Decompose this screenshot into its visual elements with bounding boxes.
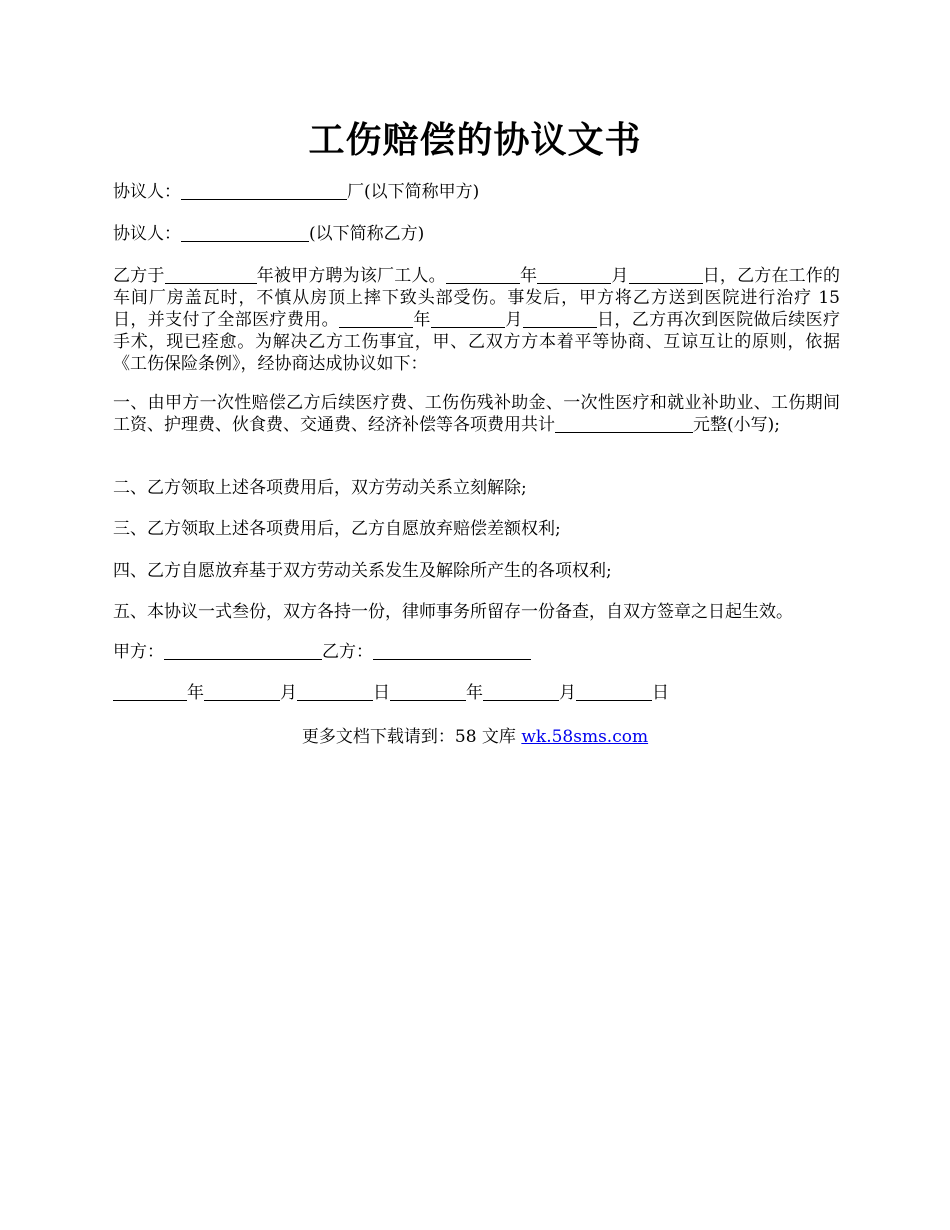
party-b-line xyxy=(113,223,840,245)
clause-1-suffix: 元整(小写); xyxy=(693,415,780,435)
party-a-signature-label: 甲方： xyxy=(113,642,164,662)
intro-text-3: 年 xyxy=(519,266,538,286)
footer-text: 更多文档下载请到：58 文库 xyxy=(301,727,522,747)
party-a-month-blank[interactable] xyxy=(204,683,280,701)
document-title: 工伤赔偿的协议文书 xyxy=(308,119,642,161)
intro-text-5: 日，乙方在工作的车间厂房盖瓦时，不慎从房顶上摔下致头部受伤。事发后，甲方将乙方送到医院进行治疗 15 日，并支付了全部医疗费用。 xyxy=(113,266,841,330)
intro-text-8: 日，乙方再次到医院做后续医疗手术，现已痊愈。为解决乙方工伤事宜，甲、乙双方方本着平等协商、互谅互让的原则，依据《工伤保险条例》，经协商达成协议如下： xyxy=(113,310,841,374)
intro-text-1: 乙方于 xyxy=(113,266,165,286)
clause-4: 四、乙方自愿放弃基于双方劳动关系发生及解除所产生的各项权利; xyxy=(113,561,612,581)
injury-year-blank[interactable] xyxy=(446,266,520,284)
clause-1-text: 一、由甲方一次性赔偿乙方后续医疗费、工伤伤残补助金、一次性医疗和就业补助业、工伤期间工资、护理费、伙食费、交通费、经济补偿等各项费用共计 xyxy=(113,393,840,435)
clause-2: 二、乙方领取上述各项费用后，双方劳动关系立刻解除; xyxy=(113,478,527,498)
clause-5: 五、本协议一式叁份，双方各持一份，律师事务所留存一份备查，自双方签章之日起生效。 xyxy=(113,602,793,622)
party-a-line xyxy=(113,181,840,203)
party-b-blank[interactable] xyxy=(181,224,309,242)
date-line xyxy=(113,682,840,704)
surgery-month-blank[interactable] xyxy=(431,310,505,328)
intro-text-6: 年 xyxy=(413,310,431,330)
party-a-month-label: 月 xyxy=(280,683,297,703)
party-a-blank[interactable] xyxy=(181,182,347,200)
party-b-signature-blank[interactable] xyxy=(373,642,531,660)
party-b-label: 协议人： xyxy=(113,224,181,244)
hire-year-blank[interactable] xyxy=(165,266,257,284)
party-a-signature-blank[interactable] xyxy=(164,642,322,660)
party-a-suffix: 厂(以下简称甲方) xyxy=(347,182,480,202)
surgery-year-blank[interactable] xyxy=(339,310,413,328)
amount-blank[interactable] xyxy=(555,415,693,433)
party-a-day-label: 日 xyxy=(373,683,390,703)
party-b-month-label: 月 xyxy=(559,683,576,703)
intro-text-4: 月 xyxy=(611,266,629,286)
party-a-day-blank[interactable] xyxy=(297,683,373,701)
party-a-label: 协议人： xyxy=(113,182,181,202)
intro-text-7: 月 xyxy=(504,310,523,330)
footer-link[interactable]: wk.58sms.com xyxy=(521,727,649,747)
party-b-year-label: 年 xyxy=(466,683,483,703)
footer xyxy=(0,722,950,747)
party-b-day-label: 日 xyxy=(652,683,669,703)
intro-text-2: 年被甲方聘为该厂工人。 xyxy=(256,266,446,286)
injury-month-blank[interactable] xyxy=(537,266,611,284)
party-b-year-blank[interactable] xyxy=(390,683,466,701)
clause-3: 三、乙方领取上述各项费用后，乙方自愿放弃赔偿差额权利; xyxy=(113,519,561,539)
party-a-year-label: 年 xyxy=(187,683,204,703)
surgery-day-blank[interactable] xyxy=(523,310,597,328)
party-a-year-blank[interactable] xyxy=(113,683,187,701)
intro-paragraph xyxy=(113,265,840,375)
party-b-suffix: (以下简称乙方) xyxy=(309,224,425,244)
injury-day-blank[interactable] xyxy=(629,266,703,284)
party-b-day-blank[interactable] xyxy=(576,683,652,701)
clause-1 xyxy=(113,392,840,436)
party-b-month-blank[interactable] xyxy=(483,683,559,701)
party-b-signature-label: 乙方： xyxy=(322,642,373,662)
signature-line xyxy=(113,641,840,663)
